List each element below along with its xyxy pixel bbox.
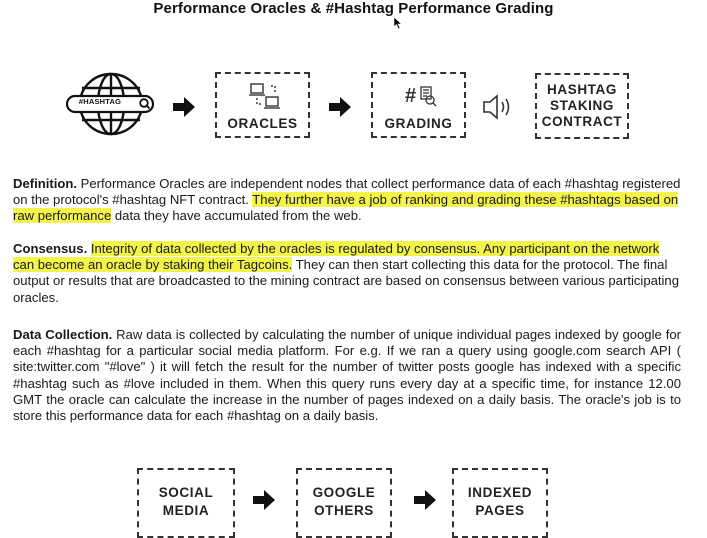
indexed-pages-box <box>452 468 548 538</box>
arrow-right-icon <box>252 489 276 511</box>
definition-paragraph <box>13 176 681 225</box>
social-media-box <box>137 468 235 538</box>
definition-heading: Definition. <box>13 176 78 191</box>
page-title: Performance Oracles & #Hashtag Performance Grading <box>153 0 554 17</box>
data-collection-text: Raw data is collected by calculating the number of unique individual pages indexed by google for each #hashtag for a particular social media platform. For e.g. If we ran a query using google.com search API ( site:twitter.com "#love" ) it will fetch the result for the number of twitter posts google has indexed with a specific #hashtag such as #love included in them. When this query runs every day at a specific time, for instance 12.00 GMT the oracle can calculate the increase in the number of pages indexed on a daily basis. The oracle's job is to store this performance data for each #hashtag on a daily basis. <box>13 327 681 424</box>
contract-label-line2: STAKING <box>550 98 614 113</box>
social-media-line1: SOCIAL <box>158 485 214 500</box>
indexed-pages-line1: INDEXED <box>467 485 533 500</box>
consensus-highlight: Integrity of data collected by the oracles is regulated by consensus. Any participant on the network can become an oracle by staking their Tagcoins. <box>13 241 660 273</box>
oracles-box <box>215 72 310 138</box>
consensus-text: They can then start collecting this data for the protocol. The final output or results that are broadcasted to the mining contract are based on consensus between various participating oracles. <box>13 257 679 305</box>
hashtag-ranking-icon <box>399 82 439 112</box>
google-others-line1: GOOGLE <box>312 485 376 500</box>
grading-label: GRADING <box>384 116 453 131</box>
hashtag-staking-contract-box <box>535 73 629 139</box>
contract-label-line3: CONTRACT <box>541 114 623 129</box>
indexed-pages-line2: PAGES <box>475 503 525 518</box>
svg-text:#: # <box>404 85 416 107</box>
definition-highlight: They further have a job of ranking and grading these #hashtags based on raw performance <box>13 192 679 224</box>
consensus-heading: Consensus. <box>13 241 88 256</box>
google-others-line2: OTHERS <box>314 503 374 518</box>
arrow-right-icon <box>413 489 437 511</box>
globe-tag-label: #HASHTAG <box>78 97 122 106</box>
data-collection-heading: Data Collection. <box>13 327 113 342</box>
grading-box <box>371 72 466 138</box>
network-computers-icon <box>243 82 283 112</box>
google-others-box <box>296 468 392 538</box>
definition-text: Performance Oracles are independent nodes that collect performance data of each #hashtag registered on the protocol's #hashtag NFT contract. <box>13 176 681 208</box>
definition-text-end: data they have accumulated from the web. <box>111 208 362 224</box>
consensus-paragraph <box>13 241 681 306</box>
oracles-label: ORACLES <box>227 116 298 131</box>
data-collection-paragraph <box>13 327 681 424</box>
arrow-right-icon <box>172 96 196 118</box>
arrow-right-icon <box>328 96 352 118</box>
speaker-icon <box>482 93 516 121</box>
mouse-cursor-icon <box>393 16 403 30</box>
contract-label-line1: HASHTAG <box>547 82 617 97</box>
social-media-line2: MEDIA <box>162 503 210 518</box>
